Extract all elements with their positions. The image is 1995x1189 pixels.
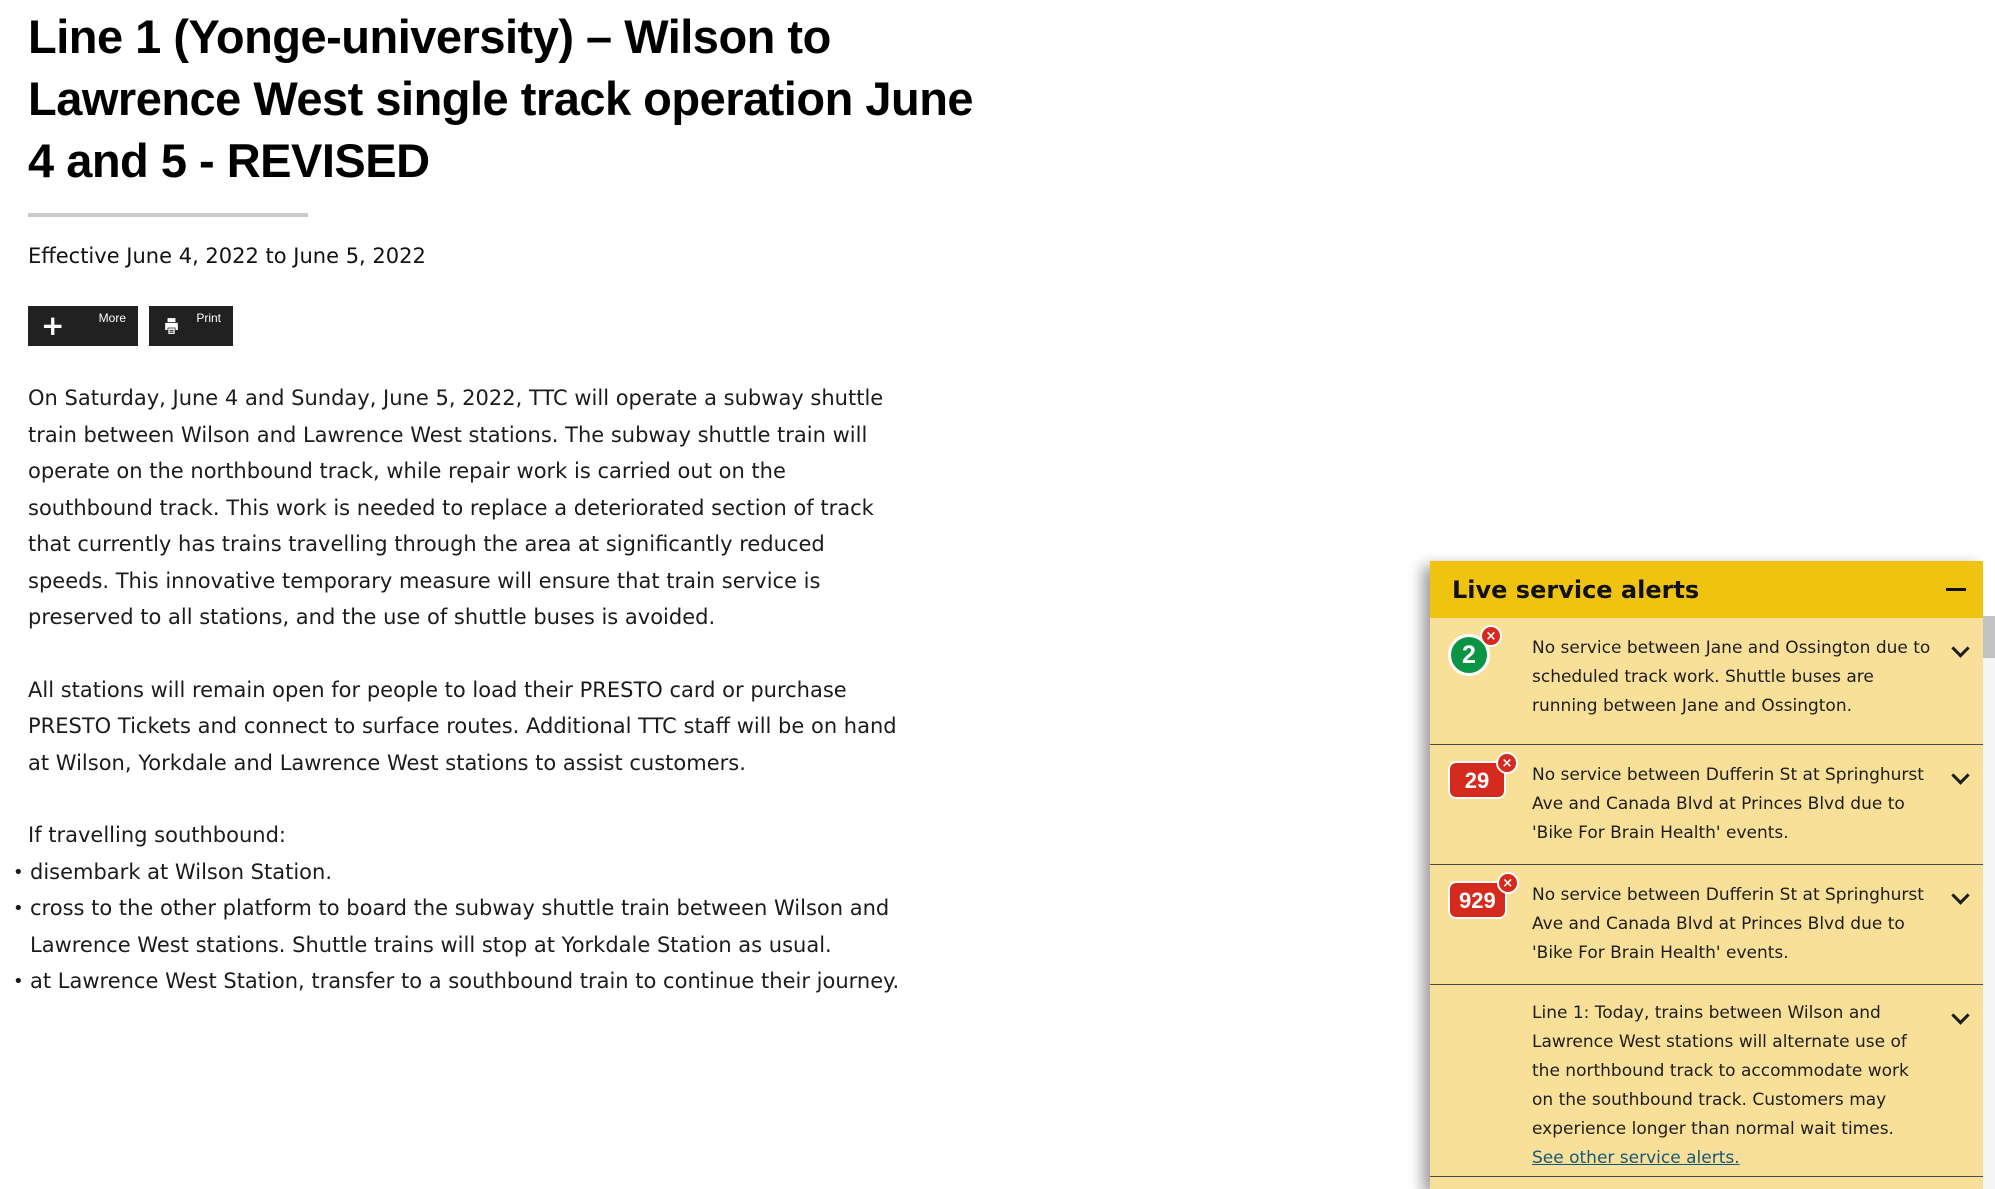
more-button-label: More — [98, 311, 126, 325]
alerts-list — [1430, 618, 1983, 1189]
chevron-down-icon[interactable] — [1951, 766, 1969, 784]
chevron-down-icon[interactable] — [1951, 886, 1969, 904]
service-alert-item — [1430, 985, 1983, 1177]
title-divider — [28, 213, 308, 217]
plus-icon — [41, 312, 64, 340]
list-item: • cross to the other platform to board the subway shuttle train between Wilson and Lawrence West stations. Shuttle trains will stop at Yorkdale Station as usual. — [30, 890, 912, 963]
page-title-line: Line 1 (Yonge-university) – Wilson to — [28, 10, 831, 63]
close-icon[interactable] — [1497, 872, 1519, 894]
paragraph: On Saturday, June 4 and Sunday, June 5, 2022, TTC will operate a subway shuttle train between Wilson and Lawrence West stations. The subway shuttle train will operate on the northbound track, while repair work is carried out on the southbound track. This work is needed to replace a deteriorated section of track that currently has trains travelling through the area at significantly reduced speeds. This innovative temporary measure will ensure that train service is preserved to all stations, and the use of shuttle buses is avoided. — [28, 386, 884, 629]
route-badge: 929 — [1448, 881, 1507, 919]
route-badge-wrap — [1448, 881, 1507, 919]
list-item: • disembark at Wilson Station. — [30, 854, 912, 891]
page-title-line: Lawrence West single track operation June — [28, 72, 974, 125]
printer-icon — [162, 317, 181, 336]
share-toolbar — [28, 306, 988, 346]
scrollbar-top-gap — [1983, 561, 1995, 616]
article-content — [28, 0, 988, 1000]
alerts-panel-header — [1430, 561, 1983, 618]
see-other-service-alerts-link[interactable]: See other service alerts. — [1532, 1148, 1740, 1168]
service-alert-item — [1430, 865, 1983, 985]
alert-text: No service between Jane and Ossington due to scheduled track work. Shuttle buses are running between Jane and Ossington. — [1532, 638, 1931, 716]
alert-text: No service between Dufferin St at Springhurst Ave and Canada Blvd at Princes Blvd due to 'Bike For Brain Health' events. — [1532, 765, 1924, 843]
page-title — [28, 6, 988, 192]
southbound-instructions-list — [28, 854, 912, 1000]
alert-text: Line 1: Today, trains between Wilson and Lawrence West stations will alternate use of the northbound track to accommodate work on the southbound track. Customers may experience longer than normal wait times. See other service alerts. — [1532, 1003, 1909, 1168]
list-intro: If travelling southbound: — [28, 823, 287, 847]
paragraph: All stations will remain open for people to load their PRESTO card or purchase PRESTO Tickets and connect to surface routes. Additional TTC staff will be on hand at Wilson, Yorkdale and Lawrence West stations to assist customers. — [28, 677, 897, 775]
close-icon[interactable] — [1496, 752, 1518, 774]
route-badge: 29 — [1448, 761, 1506, 799]
collapse-panel-button[interactable] — [1939, 561, 1973, 618]
chevron-down-icon[interactable] — [1951, 639, 1969, 657]
minus-icon — [1946, 588, 1966, 591]
live-service-alerts-panel — [1430, 561, 1983, 1189]
effective-date: Effective June 4, 2022 to June 5, 2022 — [28, 244, 426, 268]
chevron-down-icon[interactable] — [1951, 1006, 1969, 1024]
page-title-line: 4 and 5 - REVISED — [28, 134, 430, 187]
scrollbar-thumb[interactable] — [1983, 616, 1995, 658]
service-alert-item — [1430, 618, 1983, 745]
route-badge-wrap — [1448, 634, 1490, 676]
list-item: • at Lawrence West Station, transfer to a southbound train to continue their journey. — [30, 963, 912, 1000]
article-body — [28, 380, 912, 1000]
alerts-panel-title: Live service alerts — [1452, 575, 1700, 604]
service-alert-item — [1430, 745, 1983, 865]
print-button-label: Print — [196, 311, 221, 325]
route-badge-wrap — [1448, 761, 1506, 799]
close-icon[interactable] — [1480, 625, 1502, 647]
route-badge: 2 — [1448, 634, 1490, 676]
alert-text: No service between Dufferin St at Springhurst Ave and Canada Blvd at Princes Blvd due to 'Bike For Brain Health' events. — [1532, 885, 1924, 963]
alerts-panel-scrollbar[interactable] — [1983, 561, 1995, 1189]
print-button[interactable] — [149, 306, 233, 346]
more-button[interactable] — [28, 306, 138, 346]
